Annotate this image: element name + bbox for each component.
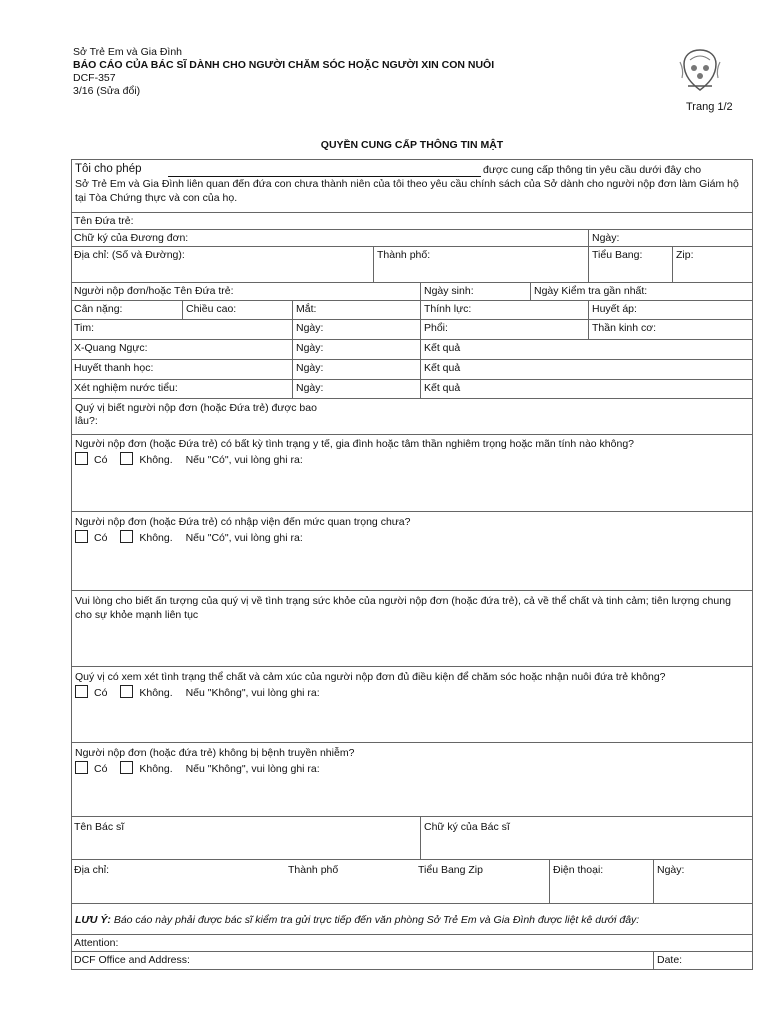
physician-name-field[interactable]: Tên Bác sĩ <box>74 821 125 833</box>
office-row <box>71 951 753 969</box>
city-field[interactable]: Thành phố: <box>373 247 588 282</box>
weight-field[interactable]: Cân nặng: <box>74 303 123 315</box>
office-field[interactable]: DCF Office and Address: <box>74 954 190 966</box>
no-label: Không. <box>139 532 173 544</box>
question-hospitalization-text: Người nộp đơn (hoặc Đứa trẻ) có nhập viện đến mức quan trọng chưa? <box>75 516 411 528</box>
attention-row <box>71 934 753 951</box>
physician-city-field[interactable]: Thành phố <box>288 864 339 876</box>
hospitalization-no-checkbox[interactable] <box>120 530 133 543</box>
last-exam-field[interactable]: Ngày Kiểm tra gần nhất: <box>530 283 753 300</box>
note-text <box>75 914 639 927</box>
xray-row <box>71 339 753 359</box>
question-communicable-text: Người nộp đơn (hoặc đứa trẻ) không bị bệnh truyền nhiễm? <box>75 747 355 759</box>
question-impression-text: Vui lòng cho biết ấn tượng của quý vị về tình trạng sức khỏe của người nộp đơn (hoặc đứa trẻ), cả về thể chất và tinh cảm; tiên lượng chung <box>75 595 731 607</box>
vitals-row-1 <box>71 300 753 319</box>
form-bottom-border <box>71 969 753 970</box>
urinalysis-result-field[interactable]: Kết quả <box>420 380 753 398</box>
known-how-long-row[interactable] <box>71 398 753 434</box>
signature-date-field[interactable]: Ngày: <box>588 230 753 246</box>
xray-result-field[interactable]: Kết quả <box>420 340 753 359</box>
consent-prefix: Tôi cho phép <box>75 163 142 175</box>
address-row <box>71 246 753 282</box>
page-number: Trang 1/2 <box>686 101 733 113</box>
serology-row <box>71 359 753 379</box>
known-how-long-label: Quý vị biết người nộp đơn (hoặc Đứa trẻ) được bao <box>75 402 317 414</box>
physician-phone-field[interactable]: Điện thoại: <box>549 860 653 903</box>
eyes-field[interactable]: Mắt: <box>292 301 420 319</box>
lungs-field[interactable]: Phổi: <box>420 320 588 339</box>
revision: 3/16 (Sửa đổi) <box>73 85 141 97</box>
physician-name-row <box>71 816 753 859</box>
applicant-signature-field[interactable]: Chữ ký của Đương đơn: <box>74 232 189 244</box>
child-name-row <box>71 212 753 229</box>
hearing-field[interactable]: Thính lực: <box>420 301 588 319</box>
physician-state-zip-field[interactable]: Tiểu Bang Zip <box>418 864 483 876</box>
question-conditions <box>71 434 753 511</box>
yes-label: Có <box>94 763 108 775</box>
note-label: LƯU Ý: <box>75 914 111 926</box>
yes-label: Có <box>94 687 108 699</box>
yes-label: Có <box>94 532 108 544</box>
no-label: Không. <box>139 454 173 466</box>
question-impression-text-2: cho sự khỏe mạnh liên tục <box>75 609 199 621</box>
if-no-label: Nếu "Không", vui lòng ghi ra: <box>185 763 320 775</box>
if-yes-label: Nếu "Có", vui lòng ghi ra: <box>185 454 303 466</box>
fitness-no-checkbox[interactable] <box>120 685 133 698</box>
neuro-field[interactable]: Thần kinh cơ: <box>588 320 753 339</box>
zip-field[interactable]: Zip: <box>672 247 753 282</box>
consent-suffix: được cung cấp thông tin yêu cầu dưới đây cho <box>483 164 702 176</box>
child-name-field[interactable]: Tên Đứa trẻ: <box>74 215 134 227</box>
consent-line-3: tại Tòa Chứng thực và con của họ. <box>75 192 238 204</box>
communicable-yes-checkbox[interactable] <box>75 761 88 774</box>
serology-date-field[interactable]: Ngày: <box>292 360 420 379</box>
applicant-or-child-field[interactable]: Người nộp đơn/hoặc Tên Đứa trẻ: <box>74 285 234 297</box>
serology-field[interactable]: Huyết thanh học: <box>74 362 154 374</box>
agency-name: Sở Trẻ Em và Gia Đình <box>73 46 183 58</box>
heart-field[interactable]: Tim: <box>74 322 95 334</box>
heart-date-field[interactable]: Ngày: <box>292 320 420 339</box>
note-row <box>71 903 753 934</box>
if-no-label: Nếu "Không", vui lòng ghi ra: <box>185 687 320 699</box>
physician-signature-field[interactable]: Chữ ký của Bác sĩ <box>420 817 753 859</box>
form-title: BÁO CÁO CỦA BÁC SĨ DÀNH CHO NGƯỜI CHĂM SÓC HOẶC NGƯỜI XIN CON NUÔI <box>73 59 495 71</box>
conditions-yes-checkbox[interactable] <box>75 452 88 465</box>
height-field[interactable]: Chiều cao: <box>182 301 292 319</box>
question-fitness-text: Quý vị có xem xét tình trạng thể chất và cảm xúc của người nộp đơn đủ điều kiện để chăm sóc hoặc nhận nuôi đứa trẻ không? <box>75 671 666 683</box>
urinalysis-field[interactable]: Xét nghiệm nước tiểu: <box>74 382 178 394</box>
known-how-long-label-2: lâu?: <box>75 415 98 427</box>
question-communicable <box>71 742 753 816</box>
document-header <box>73 46 494 98</box>
state-seal-icon <box>676 46 724 94</box>
yes-label: Có <box>94 454 108 466</box>
office-date-field[interactable]: Date: <box>653 952 753 969</box>
consent-line-2: Sở Trẻ Em và Gia Đình liên quan đến đứa con chưa thành niên của tôi theo yêu cầu chính sách của Sở dành cho người nộp đơn làm Giám hộ <box>75 178 739 190</box>
physician-address-row <box>71 859 753 903</box>
question-hospitalization <box>71 511 753 590</box>
conditions-no-checkbox[interactable] <box>120 452 133 465</box>
question-conditions-text: Người nộp đơn (hoặc Đứa trẻ) có bất kỳ tình trạng y tế, gia đình hoặc tâm thần nghiêm trọng hoặc mãn tính nào không? <box>75 438 634 450</box>
question-impression[interactable] <box>71 590 753 666</box>
xray-field[interactable]: X-Quang Ngực: <box>74 342 148 354</box>
if-yes-label: Nếu "Có", vui lòng ghi ra: <box>185 532 303 544</box>
vitals-row-2 <box>71 319 753 339</box>
physician-address-field[interactable]: Địa chỉ: <box>74 864 110 876</box>
fitness-yes-checkbox[interactable] <box>75 685 88 698</box>
signature-row <box>71 229 753 246</box>
serology-result-field[interactable]: Kết quả <box>420 360 753 379</box>
authorized-party-line[interactable] <box>168 176 481 177</box>
urinalysis-date-field[interactable]: Ngày: <box>292 380 420 398</box>
applicant-row <box>71 282 753 300</box>
dob-field[interactable]: Ngày sinh: <box>420 283 530 300</box>
form-number: DCF-357 <box>73 72 116 84</box>
hospitalization-yes-checkbox[interactable] <box>75 530 88 543</box>
consent-block <box>71 159 753 212</box>
section-title: QUYỀN CUNG CẤP THÔNG TIN MẬT <box>320 139 504 151</box>
attention-field[interactable]: Attention: <box>74 937 119 949</box>
question-fitness <box>71 666 753 742</box>
no-label: Không. <box>139 687 173 699</box>
communicable-no-checkbox[interactable] <box>120 761 133 774</box>
urinalysis-row <box>71 379 753 398</box>
physician-date-field[interactable]: Ngày: <box>653 860 753 903</box>
state-field[interactable]: Tiểu Bang: <box>588 247 672 282</box>
xray-date-field[interactable]: Ngày: <box>292 340 420 359</box>
no-label: Không. <box>139 763 173 775</box>
blood-pressure-field[interactable]: Huyết áp: <box>588 301 753 319</box>
address-field[interactable]: Địa chỉ: (Số và Đường): <box>74 249 185 261</box>
note-body: Báo cáo này phải được bác sĩ kiểm tra gửi trực tiếp đến văn phòng Sở Trẻ Em và Gia Đình được liệt kê dưới đây: <box>113 914 640 926</box>
